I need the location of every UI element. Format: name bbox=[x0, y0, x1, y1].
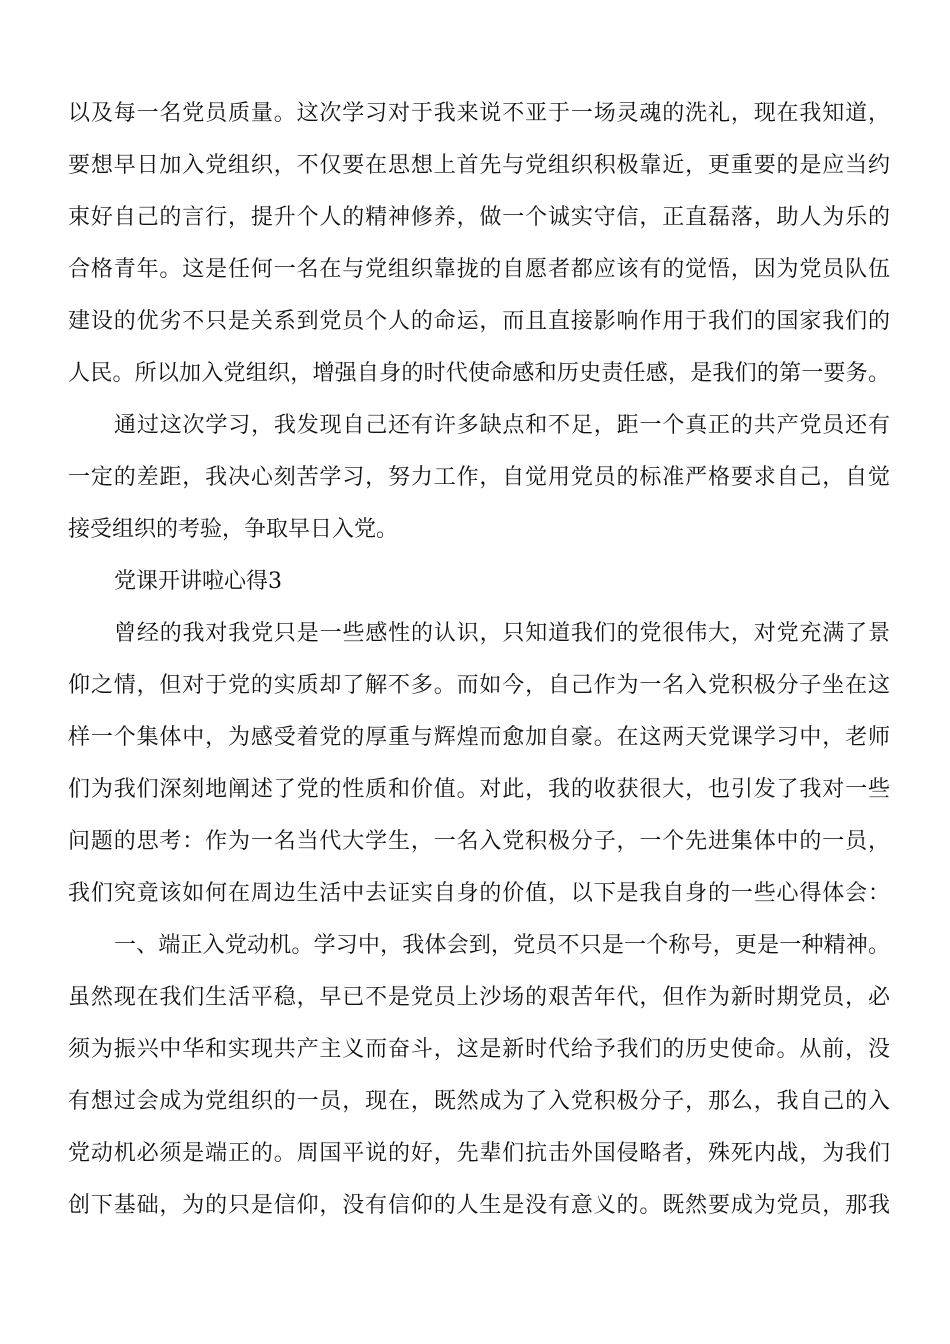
text-line: 党动机必须是端正的。周国平说的好，先辈们抗击外国侵略者，殊死内战，为我们 bbox=[68, 1141, 890, 1166]
text-line: 须为振兴中华和实现共产主义而奋斗，这是新时代给予我们的历史使命。从前，没 bbox=[68, 1037, 890, 1062]
paragraph-first-line: 通过这次学习，我发现自己还有许多缺点和不足，距一个真正的共产党员还有 bbox=[114, 413, 890, 438]
paragraph-first-line: 一、端正入党动机。学习中，我体会到，党员不只是一个称号，更是一种精神。 bbox=[114, 933, 890, 958]
text-line: 虽然现在我们生活平稳，早已不是党员上沙场的艰苦年代，但作为新时期党员，必 bbox=[68, 985, 890, 1010]
text-line: 人民。所以加入党组织，增强自身的时代使命感和历史责任感，是我们的第一要务。 bbox=[68, 361, 890, 386]
text-line: 样一个集体中，为感受着党的厚重与辉煌而愈加自豪。在这两天党课学习中，老师 bbox=[68, 725, 890, 750]
text-line: 合格青年。这是任何一名在与党组织靠拢的自愿者都应该有的觉悟，因为党员队伍 bbox=[68, 257, 890, 282]
text-line: 以及每一名党员质量。这次学习对于我来说不亚于一场灵魂的洗礼，现在我知道， bbox=[68, 101, 890, 126]
text-line: 接受组织的考验，争取早日入党。 bbox=[68, 517, 399, 542]
text-line: 问题的思考：作为一名当代大学生，一名入党积极分子，一个先进集体中的一员， bbox=[68, 829, 890, 854]
document-body bbox=[68, 88, 890, 1232]
section-heading: 党课开讲啦心得3 bbox=[114, 569, 282, 594]
text-line: 要想早日加入党组织，不仅要在思想上首先与党组织积极靠近，更重要的是应当约 bbox=[68, 153, 890, 178]
text-line: 建设的优劣不只是关系到党员个人的命运，而且直接影响作用于我们的国家我们的 bbox=[68, 309, 890, 334]
text-line: 我们究竟该如何在周边生活中去证实自身的价值，以下是我自身的一些心得体会： bbox=[68, 881, 890, 906]
text-line: 们为我们深刻地阐述了党的性质和价值。对此，我的收获很大，也引发了我对一些 bbox=[68, 777, 890, 802]
text-line: 一定的差距，我决心刻苦学习，努力工作，自觉用党员的标准严格要求自己，自觉 bbox=[68, 465, 890, 490]
text-line: 有想过会成为党组织的一员，现在，既然成为了入党积极分子，那么，我自己的入 bbox=[68, 1089, 890, 1114]
text-line: 仰之情，但对于党的实质却了解不多。而如今，自己作为一名入党积极分子坐在这 bbox=[68, 673, 890, 698]
text-line: 束好自己的言行，提升个人的精神修养，做一个诚实守信，正直磊落，助人为乐的 bbox=[68, 205, 890, 230]
text-line: 创下基础，为的只是信仰，没有信仰的人生是没有意义的。既然要成为党员，那我 bbox=[68, 1193, 890, 1218]
paragraph-first-line: 曾经的我对我党只是一些感性的认识，只知道我们的党很伟大，对党充满了景 bbox=[114, 621, 890, 646]
